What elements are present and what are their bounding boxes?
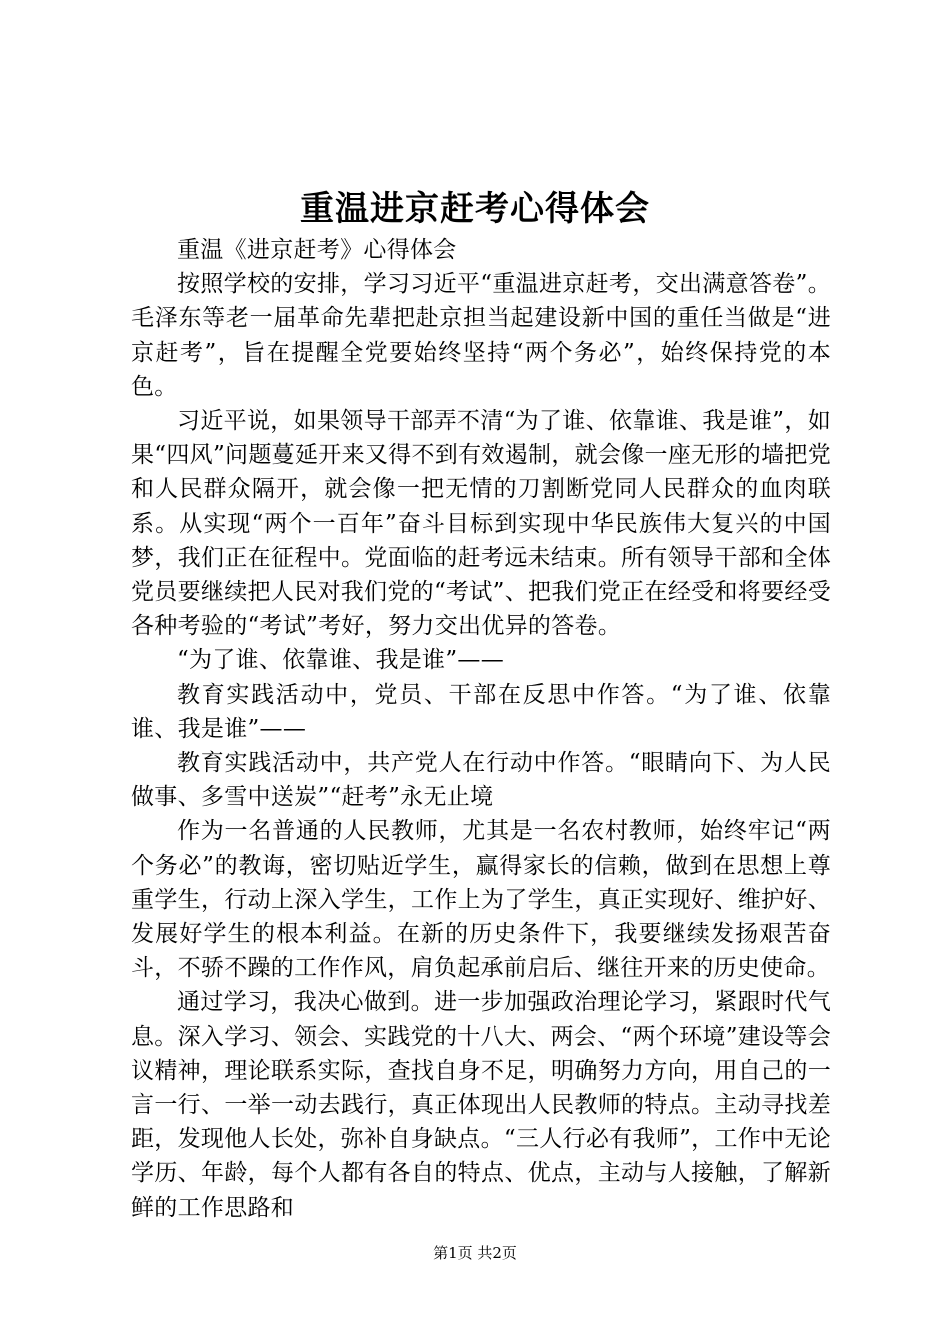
paragraph-subtitle: 重温《进京赶考》心得体会: [177, 237, 457, 263]
document-title: 重温进京赶考心得体会: [300, 189, 650, 229]
paragraph: 习近平说，如果领导干部弄不清“为了谁、依靠谁、我是谁”，如果“四风”问题蔓延开来又得不到有效遏制，就会像一座无形的墙把党和人民群众隔开，就会像一把无情的刀割断党同人民群众的血肉联系。从实现“两个一百年”奋斗目标到实现中华民族伟大复兴的中国梦，我们正在征程中。党面临的赶考远未结束。所有领导干部和全体党员要继续把人民对我们党的“考试”、把我们党正在经受和将要经受各种考验的“考试”考好，努力交出优异的答卷。: [131, 408, 831, 640]
paragraph: 通过学习，我决心做到。进一步加强政治理论学习，紧跟时代气息。深入学习、领会、实践党的十八大、两会、“两个环境”建设等会议精神，理论联系实际，查找自身不足，明确努力方向，用自己的一言一行、一举一动去践行，真正体现出人民教师的特点。主动寻找差距，发现他人长处，弥补自身缺点。“三人行必有我师”，工作中无论学历、年龄，每个人都有各自的特点、优点，主动与人接触，了解新鲜的工作思路和: [131, 989, 831, 1221]
paragraph: “为了谁、依靠谁、我是谁”——: [177, 647, 505, 674]
paragraph: 作为一名普通的人民教师，尤其是一名农村教师，始终牢记“两个务必”的教诲，密切贴近学生，赢得家长的信赖，做到在思想上尊重学生，行动上深入学生，工作上为了学生，真正实现好、维护好、发展好学生的根本利益。在新的历史条件下，我要继续发扬艰苦奋斗，不骄不躁的工作作风，肩负起承前启后、继往开来的历史使命。: [131, 818, 831, 982]
document-body: [131, 233, 831, 1225]
page-number-footer: 第1页 共2页: [433, 1244, 517, 1262]
paragraph: 教育实践活动中，党员、干部在反思中作答。“为了谁、依靠谁、我是谁”——: [131, 681, 831, 742]
paragraph: 教育实践活动中，共产党人在行动中作答。“眼睛向下、为人民做事、多雪中送炭”“赶考”永无止境: [131, 750, 831, 811]
paragraph: 按照学校的安排，学习习近平“重温进京赶考，交出满意答卷”。毛泽东等老一届革命先辈把赴京担当起建设新中国的重任当做是“进京赶考”，旨在提醒全党要始终坚持“两个务必”，始终保持党的本色。: [131, 271, 831, 400]
